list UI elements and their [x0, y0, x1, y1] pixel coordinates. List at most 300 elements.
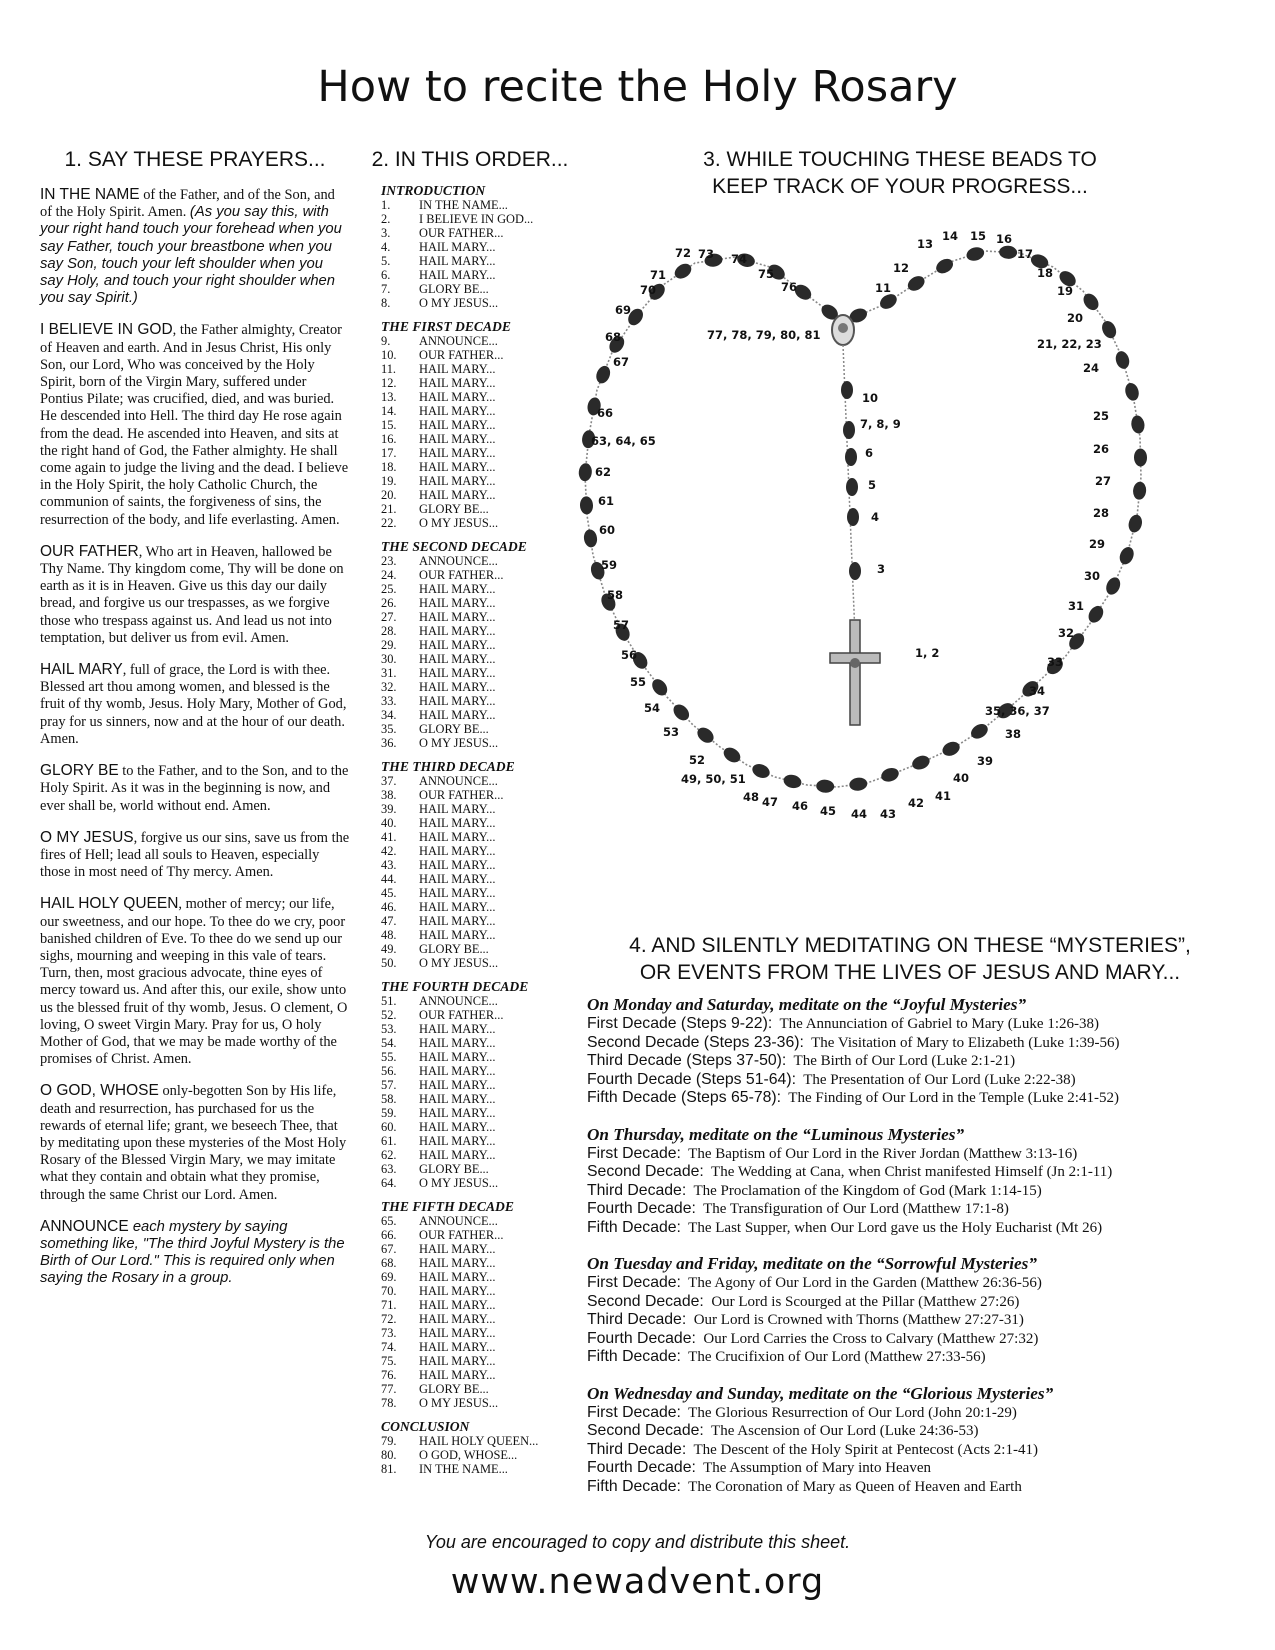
- order-step: [381, 1462, 566, 1476]
- step-number: 49.: [381, 942, 397, 956]
- mystery-row: [587, 1422, 1227, 1441]
- order-step: [381, 1340, 566, 1354]
- order-step: [381, 994, 566, 1008]
- bead-label: 55: [630, 675, 647, 689]
- bead-label: 66: [597, 406, 614, 420]
- step-number: 3.: [381, 226, 391, 240]
- step-number: 37.: [381, 774, 397, 788]
- order-step: [381, 1050, 566, 1064]
- order-step: [381, 928, 566, 942]
- prayer-paragraph: [40, 321, 350, 528]
- bead-label: 58: [607, 588, 624, 602]
- step-number: 36.: [381, 736, 397, 750]
- step-number: 20.: [381, 488, 397, 502]
- step-number: 23.: [381, 554, 397, 568]
- order-step: [381, 212, 566, 226]
- order-step: [381, 1368, 566, 1382]
- bead-label: 20: [1067, 311, 1084, 325]
- step-number: 65.: [381, 1214, 397, 1228]
- decade-label: Second Decade:: [587, 1292, 704, 1310]
- rosary-bead: [578, 463, 593, 482]
- step-number: 53.: [381, 1022, 397, 1036]
- step-number: 66.: [381, 1228, 397, 1242]
- mystery-text: The Finding of Our Lord in the Temple (Luke 2:41-52): [781, 1090, 1119, 1106]
- order-step: [381, 582, 566, 596]
- bead-label: 76: [781, 280, 798, 294]
- step-label: HAIL MARY...: [419, 914, 496, 928]
- step-label: HAIL MARY...: [419, 376, 496, 390]
- step-number: 55.: [381, 1050, 397, 1064]
- order-step: [381, 1064, 566, 1078]
- order-step: [381, 900, 566, 914]
- decade-label: Second Decade:: [587, 1163, 704, 1180]
- decade-label: Third Decade (Steps 37-50):: [587, 1052, 787, 1069]
- step-label: HAIL MARY...: [419, 816, 496, 830]
- order-step: [381, 774, 566, 788]
- step-number: 79.: [381, 1434, 397, 1448]
- pendant-bead: [843, 421, 855, 439]
- header-mysteries-line1: 4. AND SILENTLY MEDITATING ON THESE “MYSTERIES”,: [629, 934, 1191, 957]
- bead-label: 45: [820, 804, 837, 818]
- prayer-title: OUR FATHER: [40, 542, 139, 560]
- crucifix-icon: [850, 620, 860, 725]
- bead-label: 53: [663, 725, 680, 739]
- step-number: 13.: [381, 390, 397, 404]
- step-label: HAIL MARY...: [419, 1078, 496, 1092]
- order-step: [381, 872, 566, 886]
- step-number: 71.: [381, 1298, 397, 1312]
- order-step: [381, 652, 566, 666]
- mystery-day-heading: On Monday and Saturday, meditate on the “Joyful Mysteries”: [587, 995, 1027, 1014]
- step-label: HAIL MARY...: [419, 666, 496, 680]
- mystery-row: [587, 1348, 1227, 1367]
- step-label: HAIL MARY...: [419, 432, 496, 446]
- step-label: HAIL MARY...: [419, 460, 496, 474]
- decade-label: First Decade:: [587, 1403, 681, 1421]
- mystery-row: [587, 1293, 1227, 1312]
- order-column: [381, 183, 566, 1476]
- prayer-instruction: each mystery by saying something like, "The third Joyful Mystery is the Birth of Our Lord." This is required only when saying the Rosary in a group.: [40, 1218, 345, 1287]
- decade-label: Fifth Decade:: [587, 1218, 681, 1236]
- pendant-bead: [845, 448, 857, 466]
- pendant-bead: [847, 508, 859, 526]
- mystery-row: [587, 1219, 1227, 1238]
- bead-label: 69: [615, 303, 632, 317]
- bead-label: 4: [871, 510, 880, 524]
- order-step: [381, 858, 566, 872]
- order-step: [381, 1242, 566, 1256]
- order-step: [381, 334, 566, 348]
- rosary-bead: [968, 721, 990, 742]
- crucifix-figure: [850, 658, 860, 668]
- order-step: [381, 914, 566, 928]
- step-label: IN THE NAME...: [419, 198, 508, 212]
- bead-label: 34: [1029, 684, 1046, 698]
- mystery-day-heading: On Wednesday and Sunday, meditate on the “Glorious Mysteries”: [587, 1383, 1054, 1403]
- step-number: 56.: [381, 1064, 397, 1078]
- step-label: HAIL MARY...: [419, 652, 496, 666]
- order-step: [381, 1448, 566, 1462]
- mystery-row: [587, 1478, 1227, 1497]
- header-mysteries: [600, 932, 1220, 986]
- prayer-text: , forgive us our sins, save us from the fires of Hell; lead all souls to Heaven, especially those in most need of Thy mercy. Amen.: [40, 829, 350, 881]
- bead-label: 39: [977, 754, 994, 768]
- order-step: [381, 1134, 566, 1148]
- order-step: [381, 844, 566, 858]
- decade-label: Third Decade:: [587, 1181, 687, 1199]
- step-number: 40.: [381, 816, 397, 830]
- decade-label: Fourth Decade:: [587, 1329, 696, 1347]
- rosary-bead: [905, 273, 927, 294]
- order-section-title: THE SECOND DECADE: [381, 539, 527, 554]
- order-step: [381, 736, 566, 750]
- step-number: 50.: [381, 956, 397, 970]
- rosary-bead: [1099, 319, 1118, 341]
- step-number: 1.: [381, 198, 391, 212]
- step-label: HAIL MARY...: [419, 446, 496, 460]
- step-label: HAIL MARY...: [419, 928, 496, 942]
- decade-label: First Decade:: [587, 1274, 681, 1291]
- step-label: ANNOUNCE...: [419, 774, 498, 788]
- order-step: [381, 1382, 566, 1396]
- step-number: 16.: [381, 432, 397, 446]
- bead-label: 72: [675, 246, 692, 260]
- step-label: HAIL MARY...: [419, 844, 496, 858]
- step-number: 67.: [381, 1242, 397, 1256]
- step-number: 30.: [381, 652, 397, 666]
- step-number: 22.: [381, 516, 397, 530]
- prayer-paragraph: [40, 1218, 350, 1288]
- order-step: [381, 488, 566, 502]
- order-step: [381, 1036, 566, 1050]
- decade-label: Second Decade (Steps 23-36):: [587, 1033, 804, 1051]
- bead-label: 44: [851, 807, 868, 821]
- step-label: HAIL MARY...: [419, 268, 496, 282]
- order-step: [381, 1078, 566, 1092]
- prayer-text: of the Father, and of the Son, and of the Holy Spirit. Amen.: [40, 187, 335, 221]
- order-step: [381, 788, 566, 802]
- rosary-bead: [1123, 381, 1141, 402]
- step-label: O MY JESUS...: [419, 956, 499, 970]
- mystery-text: Our Lord Carries the Cross to Calvary (Matthew 27:32): [695, 1330, 1039, 1347]
- order-step: [381, 282, 566, 296]
- rosary-diagram: [575, 195, 1215, 890]
- step-label: GLORY BE...: [419, 942, 489, 956]
- bead-label: 70: [640, 283, 657, 297]
- mystery-row: [587, 1015, 1227, 1034]
- bead-label: 24: [1083, 361, 1100, 375]
- step-number: 15.: [381, 418, 397, 432]
- header-order: 2. IN THIS ORDER...: [371, 148, 569, 171]
- rosary-bead: [721, 745, 743, 766]
- order-section-title: THE FIFTH DECADE: [381, 1199, 514, 1214]
- bead-label: 62: [595, 465, 612, 479]
- bead-label: 57: [613, 618, 630, 632]
- mystery-text: The Baptism of Our Lord in the River Jordan (Matthew 3:13-16): [680, 1145, 1078, 1162]
- rosary-bead: [672, 261, 694, 282]
- rosary-bead: [1080, 291, 1101, 313]
- bead-label: 49, 50, 51: [681, 772, 746, 786]
- step-number: 29.: [381, 638, 397, 652]
- step-number: 14.: [381, 404, 397, 418]
- prayer-paragraph: [40, 661, 350, 748]
- mystery-text: The Assumption of Mary into Heaven: [695, 1460, 931, 1476]
- step-number: 64.: [381, 1176, 397, 1190]
- order-step: [381, 460, 566, 474]
- order-step: [381, 708, 566, 722]
- step-label: HAIL MARY...: [419, 638, 496, 652]
- order-step: [381, 1214, 566, 1228]
- step-label: HAIL MARY...: [419, 830, 496, 844]
- order-step: [381, 1434, 566, 1448]
- order-step: [381, 680, 566, 694]
- step-number: 43.: [381, 858, 397, 872]
- order-step: [381, 666, 566, 680]
- mystery-row: [587, 1052, 1227, 1071]
- bead-label: 48: [743, 790, 760, 804]
- step-number: 27.: [381, 610, 397, 624]
- mystery-text: Our Lord is Crowned with Thorns (Matthew 27:27-31): [686, 1312, 1024, 1328]
- rosary-bead: [782, 773, 803, 790]
- prayer-title: ANNOUNCE: [40, 1217, 129, 1235]
- order-step: [381, 1162, 566, 1176]
- step-number: 11.: [381, 362, 397, 376]
- step-number: 8.: [381, 296, 391, 310]
- footer-note: You are encouraged to copy and distribute this sheet.: [424, 1532, 851, 1552]
- rosary-bead: [1114, 350, 1132, 371]
- bead-label: 32: [1058, 626, 1075, 640]
- step-number: 25.: [381, 582, 397, 596]
- order-step: [381, 404, 566, 418]
- bead-label: 77, 78, 79, 80, 81: [707, 328, 821, 342]
- step-number: 70.: [381, 1284, 397, 1298]
- bead-label: 41: [935, 789, 952, 803]
- bead-label: 52: [689, 753, 706, 767]
- step-label: GLORY BE...: [419, 502, 489, 516]
- bead-label: 21, 22, 23: [1037, 337, 1102, 351]
- step-label: HAIL MARY...: [419, 802, 496, 816]
- step-label: HAIL MARY...: [419, 1368, 496, 1382]
- mystery-text: The Coronation of Mary as Queen of Heaven and Earth: [680, 1478, 1022, 1495]
- decade-label: Fifth Decade:: [587, 1348, 681, 1365]
- step-number: 17.: [381, 446, 397, 460]
- step-label: HAIL MARY...: [419, 624, 496, 638]
- step-label: HAIL MARY...: [419, 858, 496, 872]
- prayer-paragraph: [40, 895, 350, 1068]
- order-step: [381, 254, 566, 268]
- decade-label: Fifth Decade (Steps 65-78):: [587, 1089, 782, 1106]
- prayer-title: HAIL MARY: [40, 661, 123, 679]
- step-label: OUR FATHER...: [419, 348, 504, 362]
- mystery-text: The Wedding at Cana, when Christ manifested Himself (Jn 2:1-11): [703, 1164, 1113, 1180]
- step-number: 80.: [381, 1448, 397, 1462]
- order-step: [381, 956, 566, 970]
- header-beads: [660, 146, 1140, 200]
- step-label: HAIL MARY...: [419, 886, 496, 900]
- header-prayers: 1. SAY THESE PRAYERS...: [64, 148, 326, 171]
- rosary-bead: [594, 364, 613, 386]
- step-number: 51.: [381, 994, 397, 1008]
- order-step: [381, 474, 566, 488]
- step-number: 81.: [381, 1462, 397, 1476]
- prayer-title: O MY JESUS: [40, 828, 134, 846]
- step-label: OUR FATHER...: [419, 788, 504, 802]
- order-step: [381, 1176, 566, 1190]
- step-number: 2.: [381, 212, 391, 226]
- bead-label: 31: [1068, 599, 1085, 613]
- order-step: [381, 1008, 566, 1022]
- step-label: HAIL MARY...: [419, 390, 496, 404]
- step-number: 42.: [381, 844, 397, 858]
- bead-label: 54: [644, 701, 661, 715]
- order-step: [381, 1326, 566, 1340]
- prayer-title: HAIL HOLY QUEEN: [40, 895, 179, 913]
- rosary-bead: [1086, 603, 1107, 625]
- step-number: 52.: [381, 1008, 397, 1022]
- mystery-row: [587, 1330, 1227, 1349]
- mystery-text: The Descent of the Holy Spirit at Pentecost (Acts 2:1-41): [686, 1441, 1038, 1458]
- step-label: HAIL MARY...: [419, 1120, 496, 1134]
- prayer-title: IN THE NAME: [40, 186, 140, 203]
- step-number: 60.: [381, 1120, 397, 1134]
- mystery-text: The Last Supper, when Our Lord gave us the Holy Eucharist (Mt 26): [680, 1219, 1103, 1236]
- step-label: HAIL MARY...: [419, 1022, 496, 1036]
- step-number: 4.: [381, 240, 391, 254]
- rosary-bead: [583, 529, 599, 549]
- step-number: 54.: [381, 1036, 397, 1050]
- bead-label: 73: [698, 247, 715, 261]
- mystery-row: [587, 1034, 1227, 1053]
- mystery-row: [587, 1200, 1227, 1219]
- step-number: 76.: [381, 1368, 397, 1382]
- mystery-row: [587, 1404, 1227, 1423]
- step-label: HAIL MARY...: [419, 1092, 496, 1106]
- prayer-paragraph: [40, 1082, 350, 1203]
- step-label: HAIL MARY...: [419, 1298, 496, 1312]
- order-step: [381, 1092, 566, 1106]
- step-label: HAIL MARY...: [419, 1256, 496, 1270]
- order-step: [381, 1022, 566, 1036]
- rosary-bead: [879, 766, 900, 784]
- pendant-bead: [849, 562, 861, 580]
- step-number: 61.: [381, 1134, 397, 1148]
- order-step: [381, 348, 566, 362]
- medal-figure: [838, 323, 848, 333]
- step-number: 31.: [381, 666, 397, 680]
- step-number: 34.: [381, 708, 397, 722]
- rosary-bead: [816, 779, 835, 793]
- step-number: 24.: [381, 568, 397, 582]
- bead-label: 30: [1084, 569, 1101, 583]
- bead-label: 28: [1093, 506, 1110, 520]
- order-step: [381, 296, 566, 310]
- rosary-bead: [910, 753, 932, 772]
- mystery-row: [587, 1441, 1227, 1460]
- order-section-title: THE FOURTH DECADE: [381, 979, 529, 994]
- mystery-text: The Proclamation of the Kingdom of God (Mark 1:14-15): [686, 1182, 1042, 1199]
- decade-label: Second Decade:: [587, 1422, 704, 1439]
- prayer-paragraph: [40, 762, 350, 815]
- order-section-title: THE THIRD DECADE: [381, 759, 515, 774]
- bead-label: 74: [731, 252, 748, 266]
- step-label: OUR FATHER...: [419, 1228, 504, 1242]
- step-label: ANNOUNCE...: [419, 1214, 498, 1228]
- mysteries-section: [587, 995, 1227, 1513]
- step-number: 68.: [381, 1256, 397, 1270]
- step-number: 75.: [381, 1354, 397, 1368]
- order-step: [381, 694, 566, 708]
- order-step: [381, 596, 566, 610]
- rosary-bead: [999, 245, 1018, 259]
- footer-url[interactable]: www.newadvent.org: [450, 1562, 825, 1602]
- step-label: O GOD, WHOSE...: [419, 1448, 518, 1462]
- bead-label: 38: [1005, 727, 1022, 741]
- bead-label: 43: [880, 807, 897, 821]
- step-label: HAIL MARY...: [419, 1340, 496, 1354]
- step-label: HAIL MARY...: [419, 1312, 496, 1326]
- mystery-group: [587, 1384, 1227, 1497]
- step-number: 77.: [381, 1382, 397, 1396]
- bead-label: 68: [605, 330, 622, 344]
- bead-label: 13: [917, 237, 934, 251]
- prayer-paragraph: [40, 829, 350, 882]
- mystery-text: The Glorious Resurrection of Our Lord (John 20:1-29): [680, 1404, 1017, 1421]
- prayer-text: only-begotten Son by His life, death and resurrection, has purchased for us the rewards of eternal life; grant, we beseech Thee, that by meditating upon these mysteries of the Most Holy Rosary of the Blessed Virgin Mary, we may imitate what they contain and obtain what they promise, through the same Christ our Lord. Amen.: [40, 1083, 347, 1203]
- mystery-row: [587, 1459, 1227, 1478]
- order-step: [381, 376, 566, 390]
- mystery-text: The Presentation of Our Lord (Luke 2:22-38): [795, 1071, 1076, 1088]
- order-step: [381, 362, 566, 376]
- order-step: [381, 624, 566, 638]
- order-step: [381, 1284, 566, 1298]
- pendant-bead: [841, 381, 853, 399]
- step-number: 46.: [381, 900, 397, 914]
- rosary-bead: [1134, 448, 1147, 466]
- step-label: HAIL MARY...: [419, 1326, 496, 1340]
- step-label: HAIL MARY...: [419, 1050, 496, 1064]
- decade-label: Fifth Decade:: [587, 1477, 681, 1495]
- bead-label: 12: [893, 261, 910, 275]
- step-label: O MY JESUS...: [419, 736, 499, 750]
- mystery-text: The Birth of Our Lord (Luke 2:1-21): [786, 1053, 1016, 1069]
- step-label: O MY JESUS...: [419, 1176, 499, 1190]
- step-label: OUR FATHER...: [419, 226, 504, 240]
- order-step: [381, 446, 566, 460]
- order-step: [381, 1228, 566, 1242]
- step-number: 48.: [381, 928, 397, 942]
- step-label: HAIL MARY...: [419, 1036, 496, 1050]
- bead-label: 26: [1093, 442, 1110, 456]
- mystery-text: The Visitation of Mary to Elizabeth (Luke 1:39-56): [803, 1034, 1120, 1051]
- step-label: OUR FATHER...: [419, 568, 504, 582]
- mystery-text: The Annunciation of Gabriel to Mary (Luke 1:26-38): [772, 1016, 1099, 1032]
- prayer-paragraph: [40, 186, 350, 307]
- bead-label: 35, 36, 37: [985, 704, 1050, 718]
- bead-label: 1, 2: [915, 646, 940, 660]
- step-label: ANNOUNCE...: [419, 554, 498, 568]
- decade-label: First Decade:: [587, 1144, 681, 1162]
- prayer-text: to the Father, and to the Son, and to the Holy Spirit. As it was in the beginning is now, and ever shall be, world without end. Amen.: [40, 763, 349, 814]
- rosary-bead: [1130, 415, 1146, 435]
- order-section-title: CONCLUSION: [381, 1419, 470, 1434]
- bead-label: 33: [1047, 655, 1064, 669]
- step-number: 78.: [381, 1396, 397, 1410]
- order-step: [381, 1396, 566, 1410]
- order-step: [381, 502, 566, 516]
- step-label: HAIL MARY...: [419, 418, 496, 432]
- step-number: 12.: [381, 376, 397, 390]
- order-step: [381, 516, 566, 530]
